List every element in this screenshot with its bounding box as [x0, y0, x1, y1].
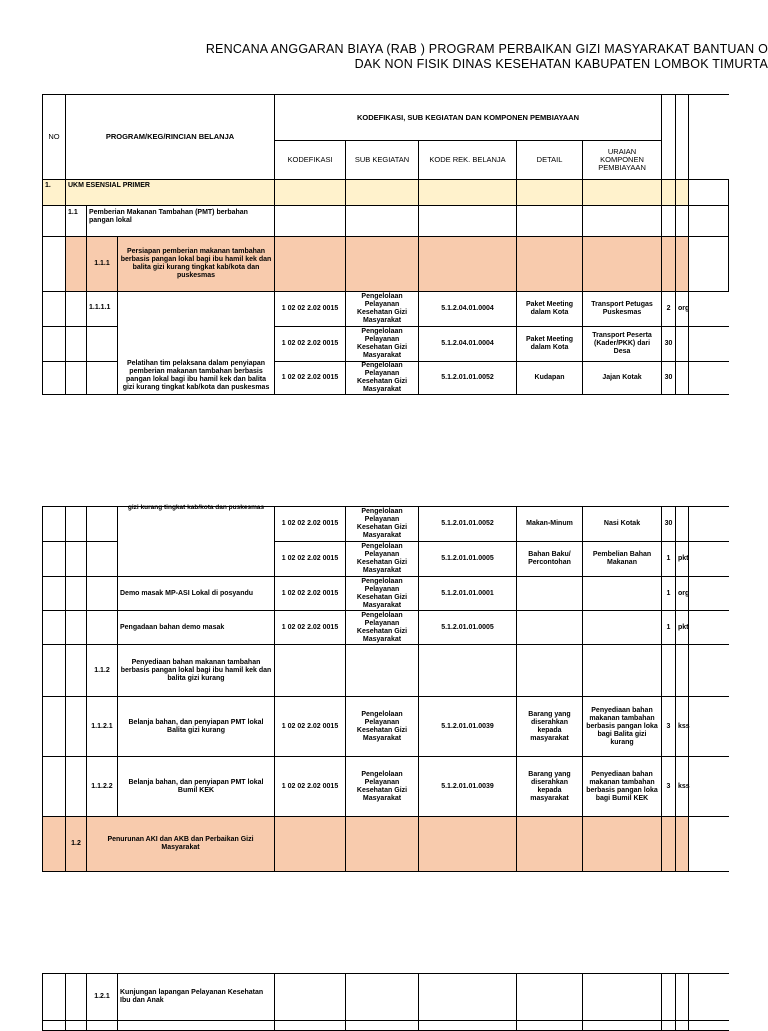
row-detail: Paket Meeting dalam Kota [517, 292, 583, 327]
pengadaan-label: Pengadaan bahan demo masak [118, 611, 275, 645]
document-title-line-2: DAK NON FISIK DINAS KESEHATAN KABUPATEN LOMBOK TIMURTA [354, 57, 768, 71]
row-sub-kegiatan: Pengelolaan Pelayanan Kesehatan Gizi Masyarakat [356, 362, 408, 393]
row-uraian [583, 611, 662, 645]
row-kode-rek: 5.1.2.01.01.0039 [419, 757, 517, 817]
row-sub-kegiatan: Pengelolaan Pelayanan Kesehatan Gizi Masyarakat [346, 757, 419, 817]
row-unit [676, 327, 689, 362]
section-1-1-1-1-label: Pelatihan tim pelaksana dalam penyiapan pemberian makanan tambahan berbasis pangan lokal bagi ibu hamil kek dan balita gizi kurang tingkat kab/kota dan puskesmas [118, 292, 275, 395]
row-qty: 1 [662, 611, 676, 645]
row-uraian: Transport Peserta (Kader/PKK) dari Desa [583, 327, 662, 362]
row-kode: 1 02 02 2.02 0015 [275, 362, 346, 395]
header-kode-rek: KODE REK. BELANJA [419, 141, 517, 180]
row-uraian: Penyediaan bahan makanan tambahan berbasis pangan loka bagi Balita gizi kurang [583, 697, 662, 757]
row-sub-kegiatan: Pengelolaan Pelayanan Kesehatan Gizi Masyarakat [356, 293, 408, 324]
section-1-2-1-label: Kunjungan lapangan Pelayanan Kesehatan Ibu dan Anak [118, 974, 275, 1021]
header-uraian: URAIAN KOMPONEN PEMBIAYAAN [583, 141, 662, 180]
rab-table-part-2 [42, 506, 729, 872]
row-kode-rek: 5.1.2.04.01.0004 [419, 292, 517, 327]
row-kode: 1 02 02 2.02 0015 [275, 292, 346, 327]
demo-masak-label: Demo masak MP-ASI Lokal di posyandu [118, 577, 275, 611]
row-unit: kss [676, 757, 689, 817]
row-kode-rek: 5.1.2.01.01.0039 [419, 697, 517, 757]
section-1-1-2-2-no: 1.1.2.2 [87, 757, 118, 817]
header-no: NO [43, 95, 66, 180]
row-kode: 1 02 02 2.02 0015 [275, 327, 346, 362]
row-kode-rek: 5.1.2.01.01.0001 [419, 577, 517, 611]
row-detail: Makan-Minum [517, 507, 583, 542]
row-kode-rek: 5.1.2.01.01.0005 [419, 611, 517, 645]
row-unit: kss [676, 697, 689, 757]
row-qty: 3 [662, 757, 676, 817]
row-detail: Kudapan [517, 362, 583, 395]
section-1-1-label: Pemberian Makanan Tambahan (PMT) berbahan pangan lokal [87, 206, 275, 237]
section-1-1-2-no: 1.1.2 [87, 645, 118, 697]
row-sub-kegiatan: Pengelolaan Pelayanan Kesehatan Gizi Masyarakat [356, 611, 408, 643]
row-kode: 1 02 02 2.02 0015 [275, 542, 346, 577]
row-uraian: Jajan Kotak [583, 362, 662, 395]
section-1-label: UKM ESENSIAL PRIMER [66, 180, 275, 206]
row-qty: 30 [662, 507, 676, 542]
row-detail: Bahan Baku/ Percontohan [517, 542, 583, 577]
section-1-no: 1. [43, 180, 66, 206]
section-1-1-1-no: 1.1.1 [87, 237, 118, 292]
row-detail: Barang yang diserahkan kepada masyarakat [517, 757, 583, 817]
document-title-line-1: RENCANA ANGGARAN BIAYA (RAB ) PROGRAM PERBAIKAN GIZI MASYARAKAT BANTUAN O [205, 42, 768, 56]
row-uraian: Pembelian Bahan Makanan [583, 542, 662, 577]
section-1-2-label: Penurunan AKI dan AKB dan Perbaikan Gizi Masyarakat [87, 817, 275, 872]
header-kodefikasi: KODEFIKASI [275, 141, 346, 180]
section-1-1-1-label: Persiapan pemberian makanan tambahan berbasis pangan lokal bagi ibu hamil kek dan balita gizi kurang tingkat kab/kota dan puskesmas [118, 237, 275, 292]
row-kode-rek: 5.1.2.04.01.0004 [419, 327, 517, 362]
row-detail [517, 611, 583, 645]
row-kode: 1 02 02 2.02 0015 [275, 507, 346, 542]
row-qty: 30 [662, 327, 676, 362]
section-1-2-no: 1.2 [66, 817, 87, 872]
row-uraian: Transport Petugas Puskesmas [583, 292, 662, 327]
row-uraian [583, 577, 662, 611]
row-sub-kegiatan: Pengelolaan Pelayanan Kesehatan Gizi Masyarakat [356, 328, 408, 359]
row-qty: 1 [662, 542, 676, 577]
row-kode-rek: 5.1.2.01.01.0005 [419, 542, 517, 577]
section-1-1-2-2-label: Belanja bahan, dan penyiapan PMT lokal Bumil KEK [118, 757, 275, 817]
row-qty: 30 [662, 362, 676, 395]
row-unit [676, 507, 689, 542]
section-1-1-1-1-continued: gizi kurang tingkat kab/kota dan puskesmas [118, 507, 275, 577]
row-qty: 1 [662, 577, 676, 611]
section-1-2-1-no: 1.2.1 [87, 974, 118, 1021]
row-detail: Paket Meeting dalam Kota [517, 327, 583, 362]
row-kode: 1 02 02 2.02 0015 [275, 577, 346, 611]
section-1-1-2-label: Penyediaan bahan makanan tambahan berbasis pangan lokal bagi ibu hamil kek dan balita gizi kurang [118, 645, 275, 697]
row-qty: 2 [662, 292, 676, 327]
section-1-1-2-1-no: 1.1.2.1 [87, 697, 118, 757]
section-1-1-no: 1.1 [66, 206, 87, 237]
row-unit [676, 362, 689, 395]
row-unit: pkt [676, 611, 689, 645]
row-kode-rek: 5.1.2.01.01.0052 [419, 362, 517, 395]
row-sub-kegiatan: Pengelolaan Pelayanan Kesehatan Gizi Masyarakat [356, 508, 408, 539]
row-uraian: Penyediaan bahan makanan tambahan berbasis pangan loka bagi Bumil KEK [583, 757, 662, 817]
row-kode: 1 02 02 2.02 0015 [275, 611, 346, 645]
row-detail [517, 577, 583, 611]
rab-table-part-3 [42, 973, 729, 1031]
row-detail: Barang yang diserahkan kepada masyarakat [517, 697, 583, 757]
row-sub-kegiatan: Pengelolaan Pelayanan Kesehatan Gizi Masyarakat [356, 577, 408, 609]
header-sub-kegiatan: SUB KEGIATAN [346, 141, 419, 180]
header-detail: DETAIL [517, 141, 583, 180]
row-unit: org [676, 577, 689, 611]
row-unit: org [676, 292, 689, 327]
section-1-1-2-1-label: Belanja bahan, dan penyiapan PMT lokal Balita gizi kurang [118, 697, 275, 757]
rab-table-part-1 [42, 94, 729, 395]
row-kode-rek: 5.1.2.01.01.0052 [419, 507, 517, 542]
row-qty: 3 [662, 697, 676, 757]
row-kode: 1 02 02 2.02 0015 [275, 757, 346, 817]
row-kode: 1 02 02 2.02 0015 [275, 697, 346, 757]
row-sub-kegiatan: Pengelolaan Pelayanan Kesehatan Gizi Masyarakat [356, 543, 408, 574]
header-group: KODEFIKASI, SUB KEGIATAN DAN KOMPONEN PEMBIAYAAN [275, 95, 662, 141]
row-uraian: Nasi Kotak [583, 507, 662, 542]
section-1-1-1-1-no: 1.1.1.1 [87, 292, 118, 327]
row-unit: pkt [676, 542, 689, 577]
header-program: PROGRAM/KEG/RINCIAN BELANJA [66, 95, 275, 180]
row-sub-kegiatan: Pengelolaan Pelayanan Kesehatan Gizi Masyarakat [346, 697, 419, 757]
